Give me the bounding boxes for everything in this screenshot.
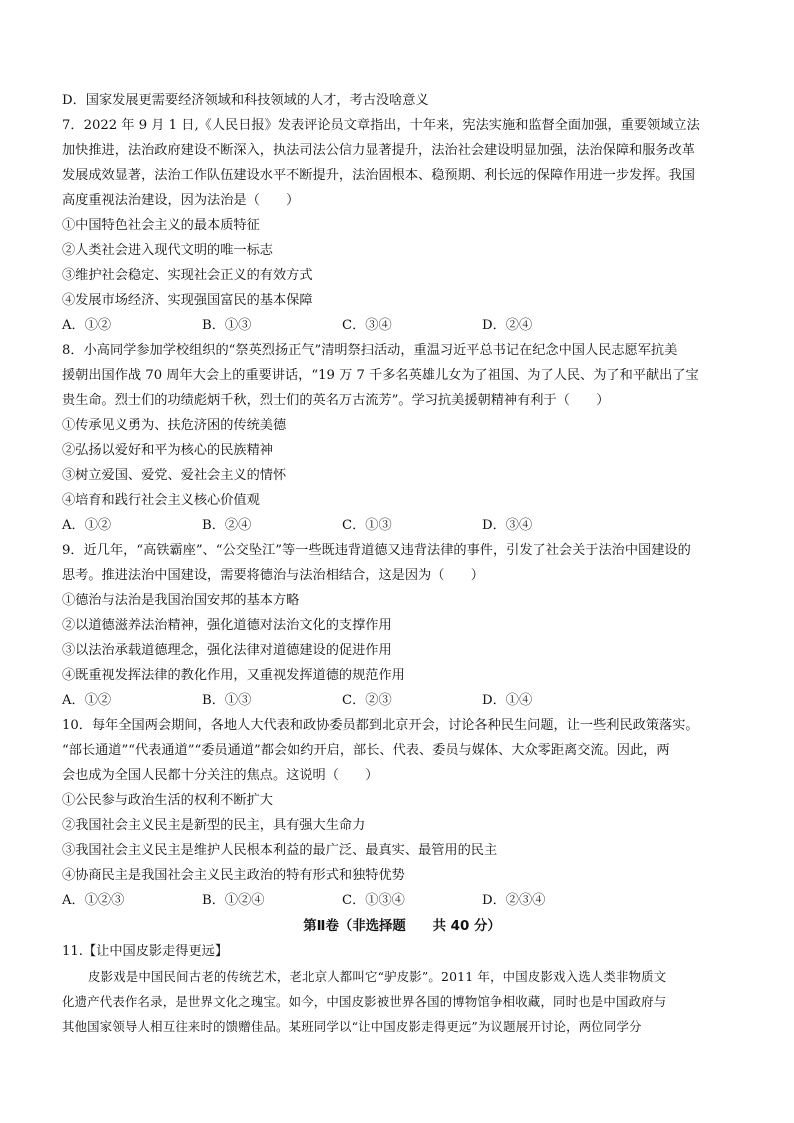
question-stem-line: 10．每年全国两会期间，各地人大代表和政协委员都到北京开会，讨论各种民生问题，让一些利民政策落实。: [62, 718, 699, 733]
answer-options: [62, 313, 742, 338]
question-stem-line: 发展成效显著，法治工作队伍建设水平不断提升，法治固根本、稳预期、利长远的保障作用进一步发挥。我国: [62, 168, 695, 183]
question-stem-line: 9．近几年，“高铁霸座”、“公交坠江”等一些既违背道德又违背法律的事件，引发了社会关于法治中国建设的: [62, 543, 691, 558]
question-7: [62, 113, 742, 338]
q6-option-d: D．国家发展更需要经济领域和科技领域的人才，考古没啥意义: [62, 93, 429, 108]
answer-options: [62, 688, 742, 713]
option-c[interactable]: C．①③: [342, 518, 392, 533]
option-d[interactable]: D．②④: [482, 318, 533, 333]
statement-item: ②人类社会进入现代文明的唯一标志: [62, 243, 273, 258]
material-paragraph-line: 皮影戏是中国民间古老的传统艺术，老北京人都叫它“驴皮影”。2011 年，中国皮影戏入选人类非物质文: [88, 969, 667, 984]
option-a[interactable]: A．①②: [62, 518, 112, 533]
answer-options: [62, 513, 742, 538]
option-b[interactable]: B．②④: [202, 518, 252, 533]
question-stem-line: 援朝出国作战 70 周年大会上的重要讲话，“19 万 7 千多名英雄儿女为了祖国、为了人民、为了和平献出了宝: [62, 368, 699, 383]
option-d[interactable]: D．②③④: [482, 893, 546, 908]
question-stem-line: 高度重视法治建设，因为法治是（ ）: [62, 193, 300, 208]
statement-item: ④发展市场经济、实现强国富民的基本保障: [62, 293, 313, 308]
option-b[interactable]: B．①③: [202, 318, 252, 333]
option-c[interactable]: C．②③: [342, 693, 392, 708]
option-b[interactable]: B．①②④: [202, 893, 265, 908]
option-a[interactable]: A．①②: [62, 693, 112, 708]
answer-options: [62, 888, 742, 913]
statement-item: ③树立爱国、爱党、爱社会主义的情怀: [62, 468, 287, 483]
statement-item: ④协商民主是我国社会主义民主政治的特有形式和独特优势: [62, 868, 405, 883]
option-b[interactable]: B．①③: [202, 693, 252, 708]
statement-item: ①公民参与政治生活的权利不断扩大: [62, 793, 273, 808]
question-stem-line: 思考。推进法治中国建设，需要将德治与法治相结合，这是因为（ ）: [62, 568, 484, 583]
statement-item: ③维护社会稳定、实现社会正义的有效方式: [62, 268, 313, 283]
statement-item: ②我国社会主义民主是新型的民主，具有强大生命力: [62, 818, 366, 833]
option-c[interactable]: C．③④: [342, 318, 392, 333]
option-a[interactable]: A．①②③: [62, 893, 125, 908]
question-stem-line: 加快推进，法治政府建设不断深入，执法司法公信力显著提升，法治社会建设明显加强，法治保障和服务改革: [62, 143, 695, 158]
question-stem-line: “部长通道”“代表通道”“委员通道”都会如约开启，部长、代表、委员与媒体、大众零距离交流。因此，两: [62, 743, 670, 758]
statement-item: ①德治与法治是我国治国安邦的基本方略: [62, 593, 300, 608]
exam-page: [62, 88, 742, 1039]
section-2-title: 第Ⅱ卷（非选择题 共 40 分）: [303, 919, 501, 934]
question-11: [62, 939, 742, 1039]
statement-item: ②弘扬以爱好和平为核心的民族精神: [62, 443, 273, 458]
statement-item: ③我国社会主义民主是维护人民根本利益的最广泛、最真实、最管用的民主: [62, 843, 498, 858]
question-9: [62, 538, 742, 713]
question-stem-line: 8．小高同学参加学校组织的“祭英烈扬正气”清明祭扫活动，重温习近平总书记在纪念中国人民志愿军抗美: [62, 343, 678, 358]
question-stem-line: 贵生命。烈士们的功绩彪炳千秋，烈士们的英名万古流芳”。学习抗美援朝精神有利于（ ）: [62, 393, 610, 408]
option-d[interactable]: D．①④: [482, 693, 533, 708]
material-paragraph-line: 化遗产代表作名录，是世界文化之瑰宝。如今，中国皮影被世界各国的博物馆争相收藏，同时也是中国政府与: [62, 994, 667, 1009]
question-stem-line: 会也成为全国人民都十分关注的焦点。这说明（ ）: [62, 768, 379, 783]
statement-item: ③以法治承载道德理念，强化法律对道德建设的促进作用: [62, 643, 392, 658]
question-stem-line: 7．2022 年 9 月 1 日,《人民日报》发表评论员文章指出，十年来，宪法实施和监督全面加强，重要领域立法: [62, 118, 700, 133]
question-8: [62, 338, 742, 538]
option-c[interactable]: C．①③④: [342, 893, 405, 908]
question-10: [62, 713, 742, 913]
statement-item: ②以道德滋养法治精神，强化道德对法治文化的支撑作用: [62, 618, 392, 633]
statement-item: ①中国特色社会主义的最本质特征: [62, 218, 260, 233]
option-d[interactable]: D．③④: [482, 518, 533, 533]
material-paragraph-line: 其他国家领导人相互往来时的馈赠佳品。某班同学以“让中国皮影走得更远”为议题展开讨论，两位同学分: [62, 1019, 642, 1034]
statement-item: ④既重视发挥法律的教化作用，又重视发挥道德的规范作用: [62, 668, 405, 683]
statement-item: ①传承见义勇为、扶危济困的传统美德: [62, 418, 287, 433]
question-11-heading: 11.【让中国皮影走得更远】: [62, 944, 229, 959]
statement-item: ④培育和践行社会主义核心价值观: [62, 493, 260, 508]
option-a[interactable]: A．①②: [62, 318, 112, 333]
